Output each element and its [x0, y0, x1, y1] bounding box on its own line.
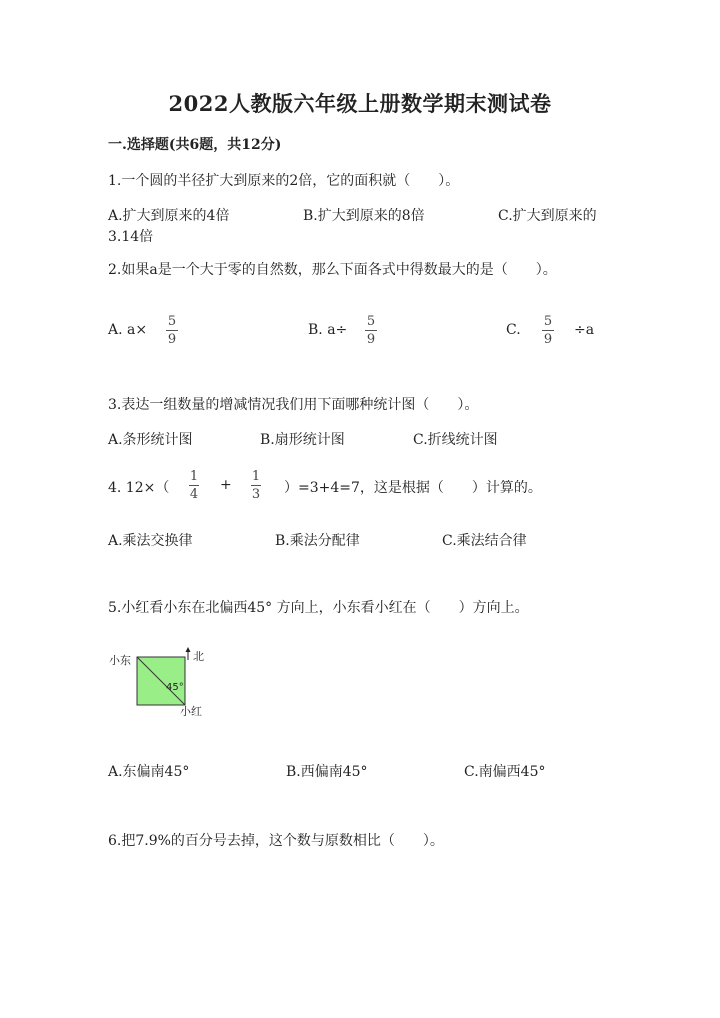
figure-label-xiaohong: 小红	[180, 705, 202, 718]
question-5: 5.小红看小东在北偏西45° 方向上，小东看小红在（ ）方向上。	[108, 600, 529, 616]
q1-option-c: C.扩大到原来的	[498, 208, 597, 224]
q2-option-a: A. a×	[108, 322, 148, 338]
section-heading: 一.选择题(共6题，共12分)	[108, 137, 282, 153]
direction-figure	[100, 640, 230, 725]
question-4-prefix: 4. 12×（	[108, 480, 170, 496]
figure-label-north: 北	[193, 650, 204, 663]
q2-option-c-fraction	[539, 314, 557, 347]
question-1: 1.一个圆的半径扩大到原来的2倍，它的面积就（ ）。	[108, 173, 460, 189]
q2-option-c-suffix: ÷a	[574, 322, 595, 338]
q4-option-a: A.乘法交换律	[108, 533, 193, 549]
fraction-numerator: 5	[543, 314, 553, 329]
fraction-numerator: 5	[366, 314, 376, 329]
question-4-suffix: ）=3+4=7，这是根据（ ）计算的。	[284, 480, 542, 496]
q4-option-c: C.乘法结合律	[442, 533, 527, 549]
fraction-denominator: 4	[189, 487, 199, 502]
q2-option-b: B. a÷	[308, 322, 348, 338]
fraction-denominator: 9	[167, 332, 177, 347]
fraction-numerator: 1	[251, 469, 261, 484]
figure-label-xiaodong: 小东	[109, 654, 131, 667]
question-3: 3.表达一组数量的增减情况我们用下面哪种统计图（ ）。	[108, 397, 479, 413]
q5-option-b: B.西偏南45°	[286, 764, 368, 780]
q1-option-a: A.扩大到原来的4倍	[108, 208, 230, 224]
q3-option-b: B.扇形统计图	[260, 432, 345, 448]
fraction-denominator: 9	[366, 332, 376, 347]
question-2: 2.如果a是一个大于零的自然数，那么下面各式中得数最大的是（ ）。	[108, 262, 557, 278]
q3-option-c: C.折线统计图	[413, 432, 498, 448]
page-title: 2022人教版六年级上册数学期末测试卷	[168, 91, 552, 116]
q2-option-c: C.	[506, 322, 521, 338]
q4-fraction-third	[248, 469, 264, 502]
q4-fraction-quarter	[186, 469, 202, 502]
q2-option-b-fraction	[362, 314, 380, 347]
fraction-numerator: 5	[167, 314, 177, 329]
q4-option-b: B.乘法分配律	[275, 533, 360, 549]
q2-option-a-fraction	[163, 314, 181, 347]
north-arrowhead-icon	[186, 647, 191, 652]
q4-plus: +	[220, 477, 232, 493]
question-6: 6.把7.9%的百分号去掉，这个数与原数相比（ ）。	[108, 833, 444, 849]
fraction-denominator: 9	[543, 332, 553, 347]
figure-label-angle: 45°	[166, 682, 184, 693]
q3-option-a: A.条形统计图	[108, 432, 193, 448]
q5-option-c: C.南偏西45°	[464, 764, 546, 780]
fraction-numerator: 1	[189, 469, 199, 484]
q5-option-a: A.东偏南45°	[108, 764, 190, 780]
fraction-denominator: 3	[251, 487, 261, 502]
q1-option-c-continued: 3.14倍	[108, 229, 154, 245]
q1-option-b: B.扩大到原来的8倍	[303, 208, 425, 224]
